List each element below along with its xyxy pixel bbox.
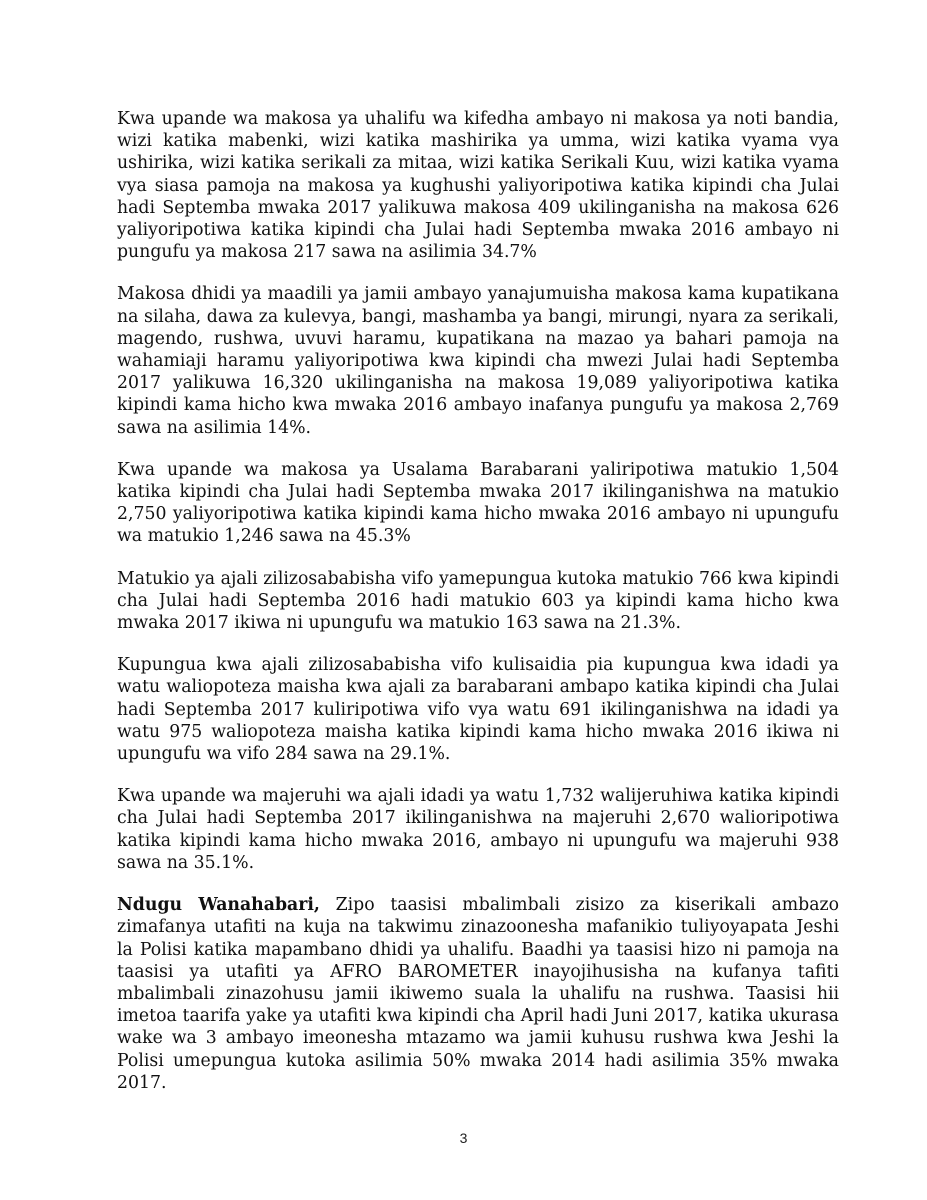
paragraph-financial-crimes xyxy=(117,108,839,263)
paragraph-research-institutions xyxy=(117,894,839,1094)
paragraph-text: Kupungua kwa ajali zilizosababisha vifo kulisaidia pia kupungua kwa idadi ya watu waliopoteza maisha kwa ajali za barabarani ambapo katika kipindi cha Julai hadi Septemba 2017 kuliripotiwa vifo vya watu 691 ikilinganishwa na idadi ya watu 975 waliopoteza maisha katika kipindi kama hicho mwaka 2016 ikiwa ni upungufu wa vifo 284 sawa na 29.1%. xyxy=(117,655,839,765)
paragraph-text: Kwa upande wa majeruhi wa ajali idadi ya watu 1,732 walijeruhiwa katika kipindi cha Julai hadi Septemba 2017 ikilinganishwa na majeruhi 2,670 walioripotiwa katika kipindi kama hicho mwaka 2016, ambayo ni upungufu wa majeruhi 938 sawa na 35.1%. xyxy=(117,786,839,873)
paragraph-text: Kwa upande wa makosa ya uhalifu wa kifedha ambayo ni makosa ya noti bandia, wizi katika mabenki, wizi katika mashirika ya umma, wizi katika vyama vya ushirika, wizi katika serikali za mitaa, wizi katika Serikali Kuu, wizi katika vyama vya siasa pamoja na makosa ya kughushi yaliyoripotiwa katika kipindi cha Julai hadi Septemba mwaka 2017 yalikuwa makosa 409 ukilinganisha na makosa 626 yaliyoripotiwa katika kipindi cha Julai hadi Septemba mwaka 2016 ambayo ni pungufu ya makosa 217 sawa na asilimia 34.7% xyxy=(117,109,839,263)
paragraph-road-safety xyxy=(117,459,839,548)
paragraph-injuries xyxy=(117,785,839,874)
paragraph-text: Makosa dhidi ya maadili ya jamii ambayo yanajumuisha makosa kama kupatikana na silaha, dawa za kulevya, bangi, mashamba ya bangi, mirungi, nyara za serikali, magendo, rushwa, uvuvi haramu, kupatikana na mazao ya bahari pamoja na wahamiaji haramu yaliyoripotiwa kwa kipindi cha mwezi Julai hadi Septemba 2017 yalikuwa 16,320 ukilinganisha na makosa 19,089 yaliyoripotiwa katika kipindi kama hicho kwa mwaka 2016 ambayo inafanya pungufu ya makosa 2,769 sawa na asilimia 14%. xyxy=(117,284,839,438)
paragraph-lead-bold: Ndugu Wanahabari, xyxy=(117,895,320,916)
paragraph-deaths xyxy=(117,654,839,765)
paragraph-social-morality-crimes xyxy=(117,283,839,438)
paragraph-text: Kwa upande wa makosa ya Usalama Barabarani yaliripotiwa matukio 1,504 katika kipindi cha Julai hadi Septemba mwaka 2017 ikilinganishwa na matukio 2,750 yaliyoripotiwa katika kipindi kama hicho mwaka 2016 ambayo ni upungufu wa matukio 1,246 sawa na 45.3% xyxy=(117,459,839,547)
document-body xyxy=(117,108,839,1114)
page-number: 3 xyxy=(459,1130,468,1146)
paragraph-text: Matukio ya ajali zilizosababisha vifo yamepungua kutoka matukio 766 kwa kipindi cha Julai hadi Septemba 2016 hadi matukio 603 ya kipindi kama hicho kwa mwaka 2017 ikiwa ni upungufu wa matukio 163 sawa na 21.3%. xyxy=(117,568,839,634)
paragraph-fatal-accidents xyxy=(117,568,839,635)
paragraph-text: Zipo taasisi mbalimbali zisizo za kiserikali ambazo zimafanya utafiti na kuja na takwimu zinazoonesha mafanikio tuliyoyapata Jeshi la Polisi katika mapambano dhidi ya uhalifu. Baadhi ya taasisi hizo ni pamoja na taasisi ya utafiti ya AFRO BAROMETER inayojihusisha na kufanya tafiti mbalimbali zinazohusu jamii ikiwemo suala la uhalifu na rushwa. Taasisi hii imetoa taarifa yake ya utafiti kwa kipindi cha April hadi Juni 2017, katika ukurasa wake wa 3 ambayo imeonesha mtazamo wa jamii kuhusu rushwa kwa Jeshi la Polisi umepungua kutoka asilimia 50% mwaka 2014 hadi asilimia 35% mwaka 2017. xyxy=(117,895,840,1093)
